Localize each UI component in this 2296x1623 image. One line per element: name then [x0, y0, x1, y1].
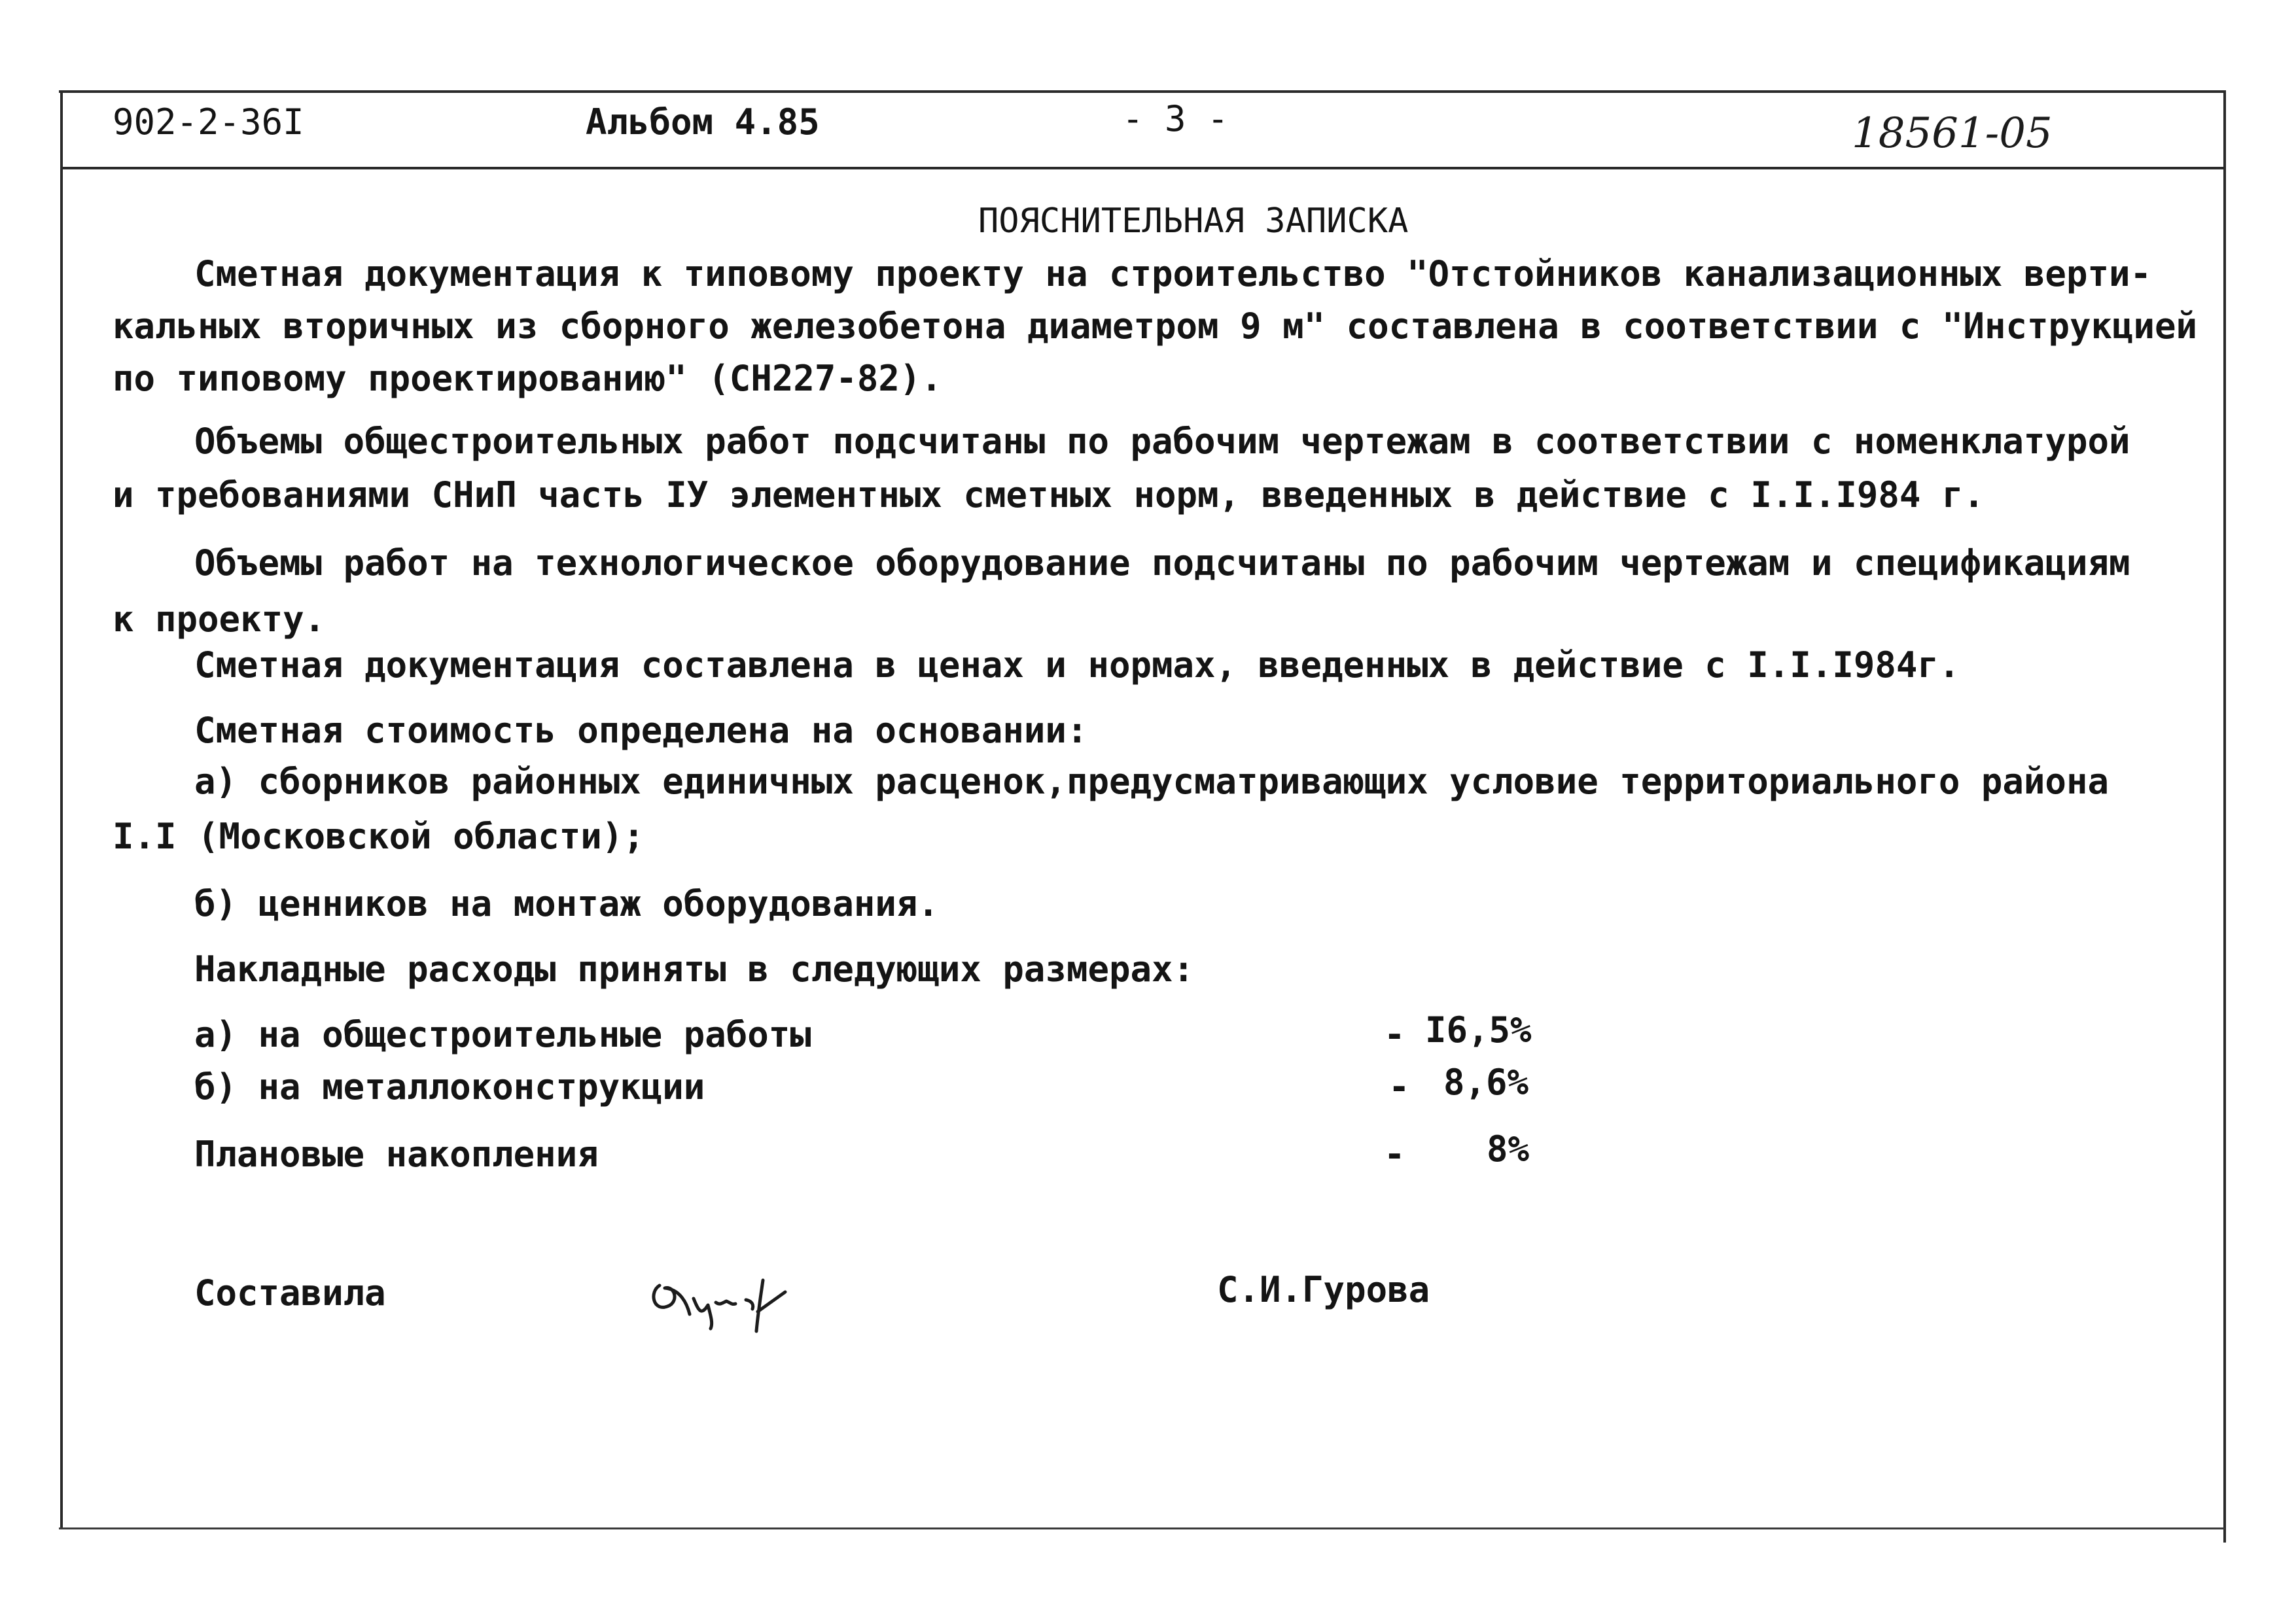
page-frame-right: [2223, 90, 2226, 1543]
paragraph-line: и требованиями СНиП часть IУ элементных сметных норм, введенных в действие с I.I.I984 г.: [113, 474, 1985, 515]
project-code: 902-2-36I: [113, 101, 304, 143]
page-number: - 3 -: [1122, 98, 1229, 139]
rate-value: 8,6%: [1443, 1062, 1529, 1103]
paragraph-line: по типовому проектированию" (СН227-82).: [113, 358, 942, 399]
rate-value: I6,5%: [1425, 1009, 1532, 1051]
rate-value: 8%: [1487, 1128, 1530, 1170]
page-frame-bottom: [59, 1527, 2225, 1529]
handwritten-signature: [648, 1266, 805, 1338]
rate-label: а) на общестроительные работы: [194, 1014, 811, 1055]
paragraph-line: Объемы общестроительных работ подсчитаны по рабочим чертежам в соответствии с номенклатурой: [194, 421, 2130, 462]
paragraph-line: Сметная документация составлена в ценах и нормах, введенных в действие с I.I.I984г.: [194, 644, 1960, 686]
rate-dash: -: [1388, 1066, 1410, 1108]
compiled-by-label: Составила: [194, 1272, 386, 1314]
album-label: Альбом 4.85: [586, 101, 820, 143]
paragraph-line: Накладные расходы приняты в следующих размерах:: [194, 949, 1195, 990]
rate-dash: -: [1384, 1014, 1405, 1055]
page-frame-left: [60, 90, 63, 1529]
author-name: С.И.Гурова: [1217, 1269, 1430, 1310]
handwritten-reference: 18561-05: [1852, 109, 2053, 158]
page-frame-top: [59, 90, 2225, 93]
rate-label: Плановые накопления: [194, 1134, 599, 1175]
paragraph-line: а) сборников районных единичных расценок,предусматривающих условие территориального района: [194, 761, 2109, 802]
paragraph-line: кальных вторичных из сборного железобетона диаметром 9 м" составлена в соответствии с "Инструкцией: [113, 305, 2198, 347]
paragraph-line: Сметная документация к типовому проекту на строительство "Отстойников канализационных верти-: [194, 253, 2151, 294]
paragraph-line: Сметная стоимость определена на основании:: [194, 710, 1088, 751]
paragraph-line: Объемы работ на технологическое оборудование подсчитаны по рабочим чертежам и спецификациям: [194, 542, 2130, 584]
paragraph-line: I.I (Московской области);: [113, 816, 645, 857]
paragraph-line: б) ценников на монтаж оборудования.: [194, 883, 939, 924]
document-title: ПОЯСНИТЕЛЬНАЯ ЗАПИСКА: [978, 201, 1409, 241]
rate-dash: -: [1384, 1134, 1405, 1175]
header-rule: [60, 167, 2223, 169]
paragraph-line: к проекту.: [113, 599, 326, 640]
rate-label: б) на металлоконструкции: [194, 1066, 705, 1108]
